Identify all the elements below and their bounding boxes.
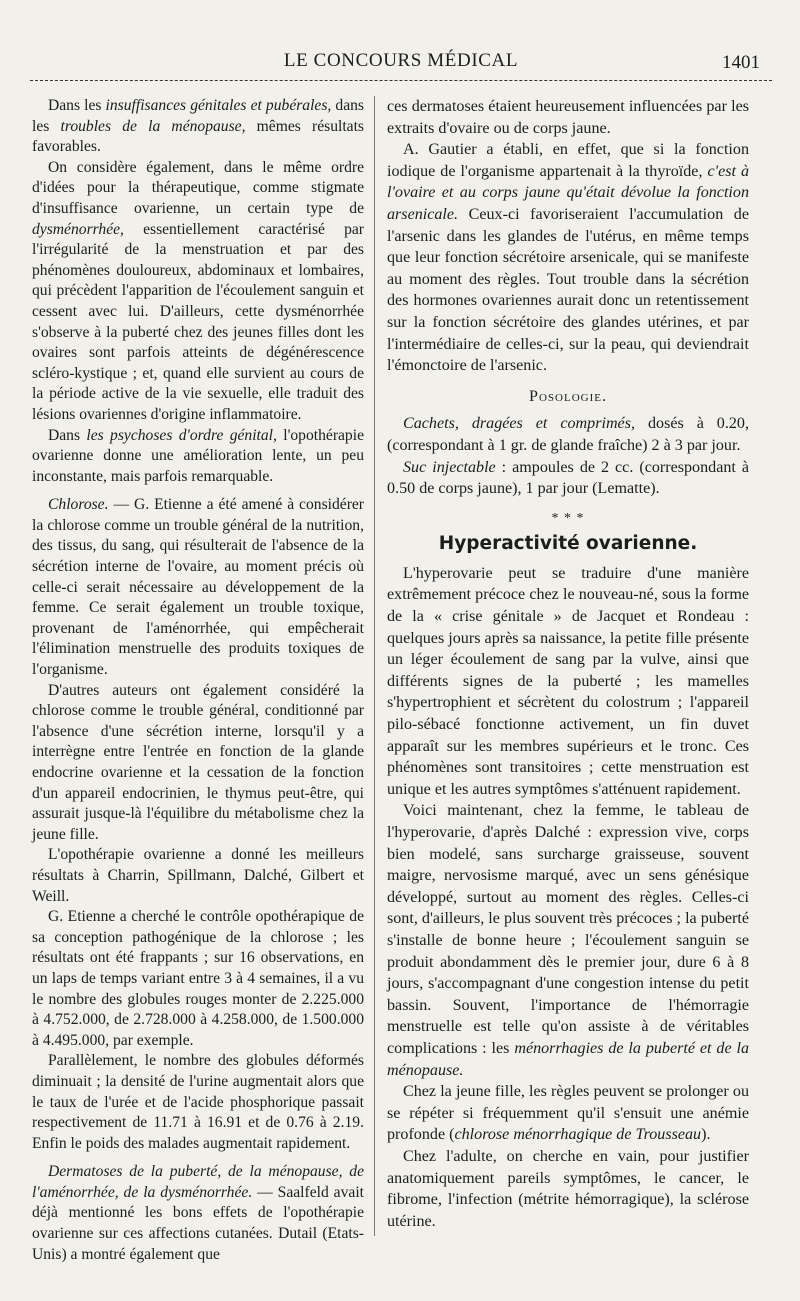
paragraph-chlorose: Chlorose. — G. Etienne a été amené à considérer la chlorose comme un trouble général de la nutrition, des tissus, du sang, qui résulterait de l'absence de la sécrétion interne de l'ovaire, au moment précis où celle-ci serait nécessaire au développement de la femme. Ce serait également un trouble toxique, provenant de l'aménorrhée, qui empêcherait l'élimination menstruelle des produits toxiques de l'organisme. [32,496,364,679]
page-number: 1401 [722,52,760,73]
running-title: LE CONCOURS MÉDICAL [283,50,519,71]
column-separator [374,96,375,1236]
paragraph: Chez la jeune fille, les règles peuvent se prolonger ou se répéter si fréquemment qu'il s'ensuit une anémie profonde (chlorose ménorrhagique de Trousseau). [387,1083,749,1144]
section-separator-asterism: * * * [551,510,585,526]
dosage-line: Suc injectable : ampoules de 2 cc. (correspondant à 0.50 de corps jaune), 1 par jour (Lematte). [387,458,749,498]
paragraph: D'autres auteurs ont également considéré la chlorose comme le trouble général, conditionné par l'absence d'une sécrétion interne, lorsqu'il y a interrègne entre l'entrée en fonction de la glande endocrine ovarienne et la cessation de la fonction d'un appareil endocrinien, le thymus peut-être, qui assurait jusque-là l'équilibre du métabolisme chez la jeune fille. [32,681,364,843]
right-column [387,96,749,1232]
paragraph: G. Etienne a cherché le contrôle opothérapique de sa conception pathogénique de la chlorose ; les résultats ont été frappants ; sur 16 observations, en un laps de temps variant entre 3 à 4 semaines, il a vu le nombre des globules rouges monter de 2.225.000 à 4.752.000, de 2.728.000 à 4.258.000, de 1.500.000 à 4.495.000, par exemple. [32,908,364,1049]
posologie-heading: Posologie. [529,387,607,405]
paragraph: L'opothérapie ovarienne a donné les meilleurs résultats à Charrin, Spillmann, Dalché, Gilbert et Weill. [32,846,364,905]
paragraph: ces dermatoses étaient heureusement influencées par les extraits d'ovaire ou de corps jaune. [387,98,749,137]
dosage-line: Cachets, dragées et comprimés, dosés à 0.20, (correspondant à 1 gr. de glande fraîche) 2 à 3 par jour. [387,415,749,454]
section-title: Hyperactivité ovarienne. [438,533,698,555]
paragraph: Dans les insuffisances génitales et pubérales, dans les troubles de la ménopause, mêmes résultats favorables. [32,97,364,156]
paragraph: Dans les psychoses d'ordre génital, l'opothérapie ovarienne donne une amélioration lente, un peu inconstante, mais parfois remarquable. [32,426,364,485]
paragraph-dermatoses: Dermatoses de la puberté, de la ménopause, de l'aménorrhée, de la dysménorrhée. — Saalfeld avait déjà mentionné les bons effets de l'opothérapie ovarienne sur ces affections cutanées. Dutail (Etats-Unis) a montré également que [32,1163,364,1263]
page-header [30,50,772,86]
paragraph: On considère également, dans le même ordre d'idées pour la thérapeutique, comme stigmate d'insuffisance ovarienne, un certain type de dysménorrhée, essentiellement caractérisé par l'irrégularité de la menstruation et par des phénomènes douloureux, abdominaux et lombaires, qui précèdent l'apparition de l'écoulement sanguin et cessent avec lui. D'ailleurs, cette dysménorrhée s'observe à la puberté chez des jeunes filles dont les ovaires sont parfois atteints de dégénérescence scléro-kystique ; et, quand elle survient au cours de la période active de la vie sexuelle, elle traduit des lésions ovariennes d'origine inflammatoire. [32,158,364,423]
paragraph: L'hyperovarie peut se traduire d'une manière extrêmement précoce chez le nouveau-né, sous la forme de la « crise génitale » de Jacquet et Rondeau : quelques jours après sa naissance, la petite fille présente un léger écoulement de sang par la vulve, ainsi que différents signes de la puberté ; les mamelles s'hypertrophient et sécrètent du colostrum ; l'appareil pilo-sébacé fonctionne activement, un fin duvet apparaît sur les membres supérieurs et le tronc. Ces phénomènes sont transitoires ; cette menstruation est unique et les autres symptômes s'atténuent rapidement. [387,564,749,798]
paragraph: Parallèlement, le nombre des globules déformés diminuait ; la densité de l'urine augmentait alors que le taux de l'urée et de l'acide phosphorique passait respectivement de 11.71 à 16.91 et de 0.76 à 2.19. Enfin le poids des malades augmentait rapidement. [32,1052,364,1152]
paragraph: Chez l'adulte, on cherche en vain, pour justifier anatomiquement pareils symptômes, le cancer, le fibrome, l'infection (métrite hémorragique), la sclérose utérine. [387,1147,749,1230]
paragraph: Voici maintenant, chez la femme, le tableau de l'hyperovarie, d'après Dalché : expression vive, corps bien modelé, sans surcharge graisseuse, souvent maigre, nervosisme marqué, avec un sens génésique développé, surtout au moment des règles. Celles-ci sont, d'ailleurs, le plus souvent très précoces ; la puberté s'installe de bonne heure ; l'écoulement sanguin se produit abondamment dès le premier jour, dure 6 à 8 jours, s'accompagnant d'une congestion intense du petit bassin. Souvent, l'importance de l'hémorragie menstruelle est telle qu'on assiste à de véritables complications : les ménorrhagies de la puberté et de la ménopause. [387,802,750,1079]
header-rule [30,80,772,81]
paragraph: A. Gautier a établi, en effet, que si la fonction iodique de l'organisme appartenait à la thyroïde, c'est à l'ovaire et au corps jaune qu'était dévolue la fonction arsenicale. Ceux-ci favoriseraient l'accumulation de l'arsenic dans les glandes de l'utérus, en même temps que leur fonction sécrétoire arsenicale, qui se manifeste au moment des règles. Tout trouble dans la sécrétion des hormones ovariennes aurait donc un retentissement sur la fonction sécrétoire des glandes utérines, et par l'intermédiaire de celles-ci, sur la peau, qui deviendrait l'émonctoire de l'arsenic. [387,141,749,375]
left-column [32,96,364,1265]
